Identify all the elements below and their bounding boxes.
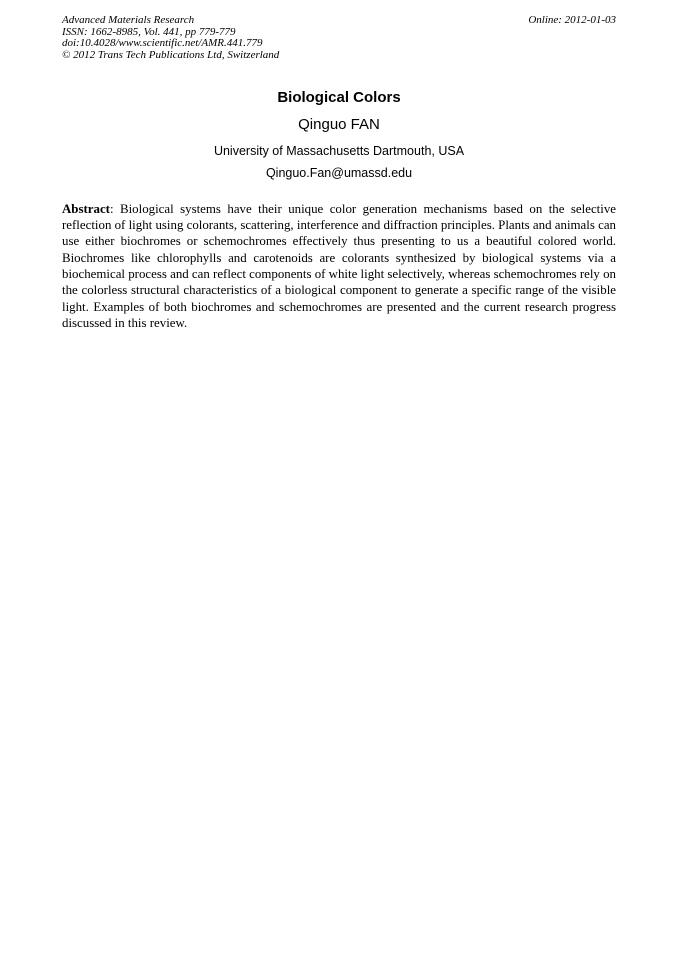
doi-line: doi:10.4028/www.scientific.net/AMR.441.779 (62, 37, 263, 50)
journal-name: Advanced Materials Research (62, 14, 195, 26)
abstract-label: Abstract (62, 201, 110, 216)
document-page (62, 0, 616, 331)
online-date: Online: 2012-01-03 (528, 14, 616, 26)
author-name: Qinguo FAN (298, 115, 380, 133)
abstract-paragraph (62, 201, 616, 331)
journal-header (62, 15, 616, 62)
copyright-line: © 2012 Trans Tech Publications Ltd, Switzerland (62, 49, 280, 62)
journal-info-block (62, 15, 279, 62)
author-email: Qinguo.Fan@umassd.edu (265, 165, 413, 180)
issn-volume-line: ISSN: 1662-8985, Vol. 441, pp 779-779 (62, 25, 236, 38)
abstract-text: : Biological systems have their unique color generation mechanisms based on the selective reflection of light using colorants, scattering, interference and diffraction principles. Plants and animals can use either biochromes or schemochromes effectively thus presenting to us a beautiful colored world. Biochromes like chlorophylls and carotenoids are colorants synthesized by biological systems via a biochemical process and can reflect components of white light selectively, whereas schemochromes rely on the colorless structural characteristics of a biological component to generate a specific range of the visible light. Examples of both biochromes and schemochromes are presented and the current research progress discussed in this review. (62, 201, 616, 330)
article-title: Biological Colors (277, 88, 401, 106)
author-affiliation: University of Massachusetts Dartmouth, USA (213, 143, 465, 158)
title-block (62, 90, 616, 180)
